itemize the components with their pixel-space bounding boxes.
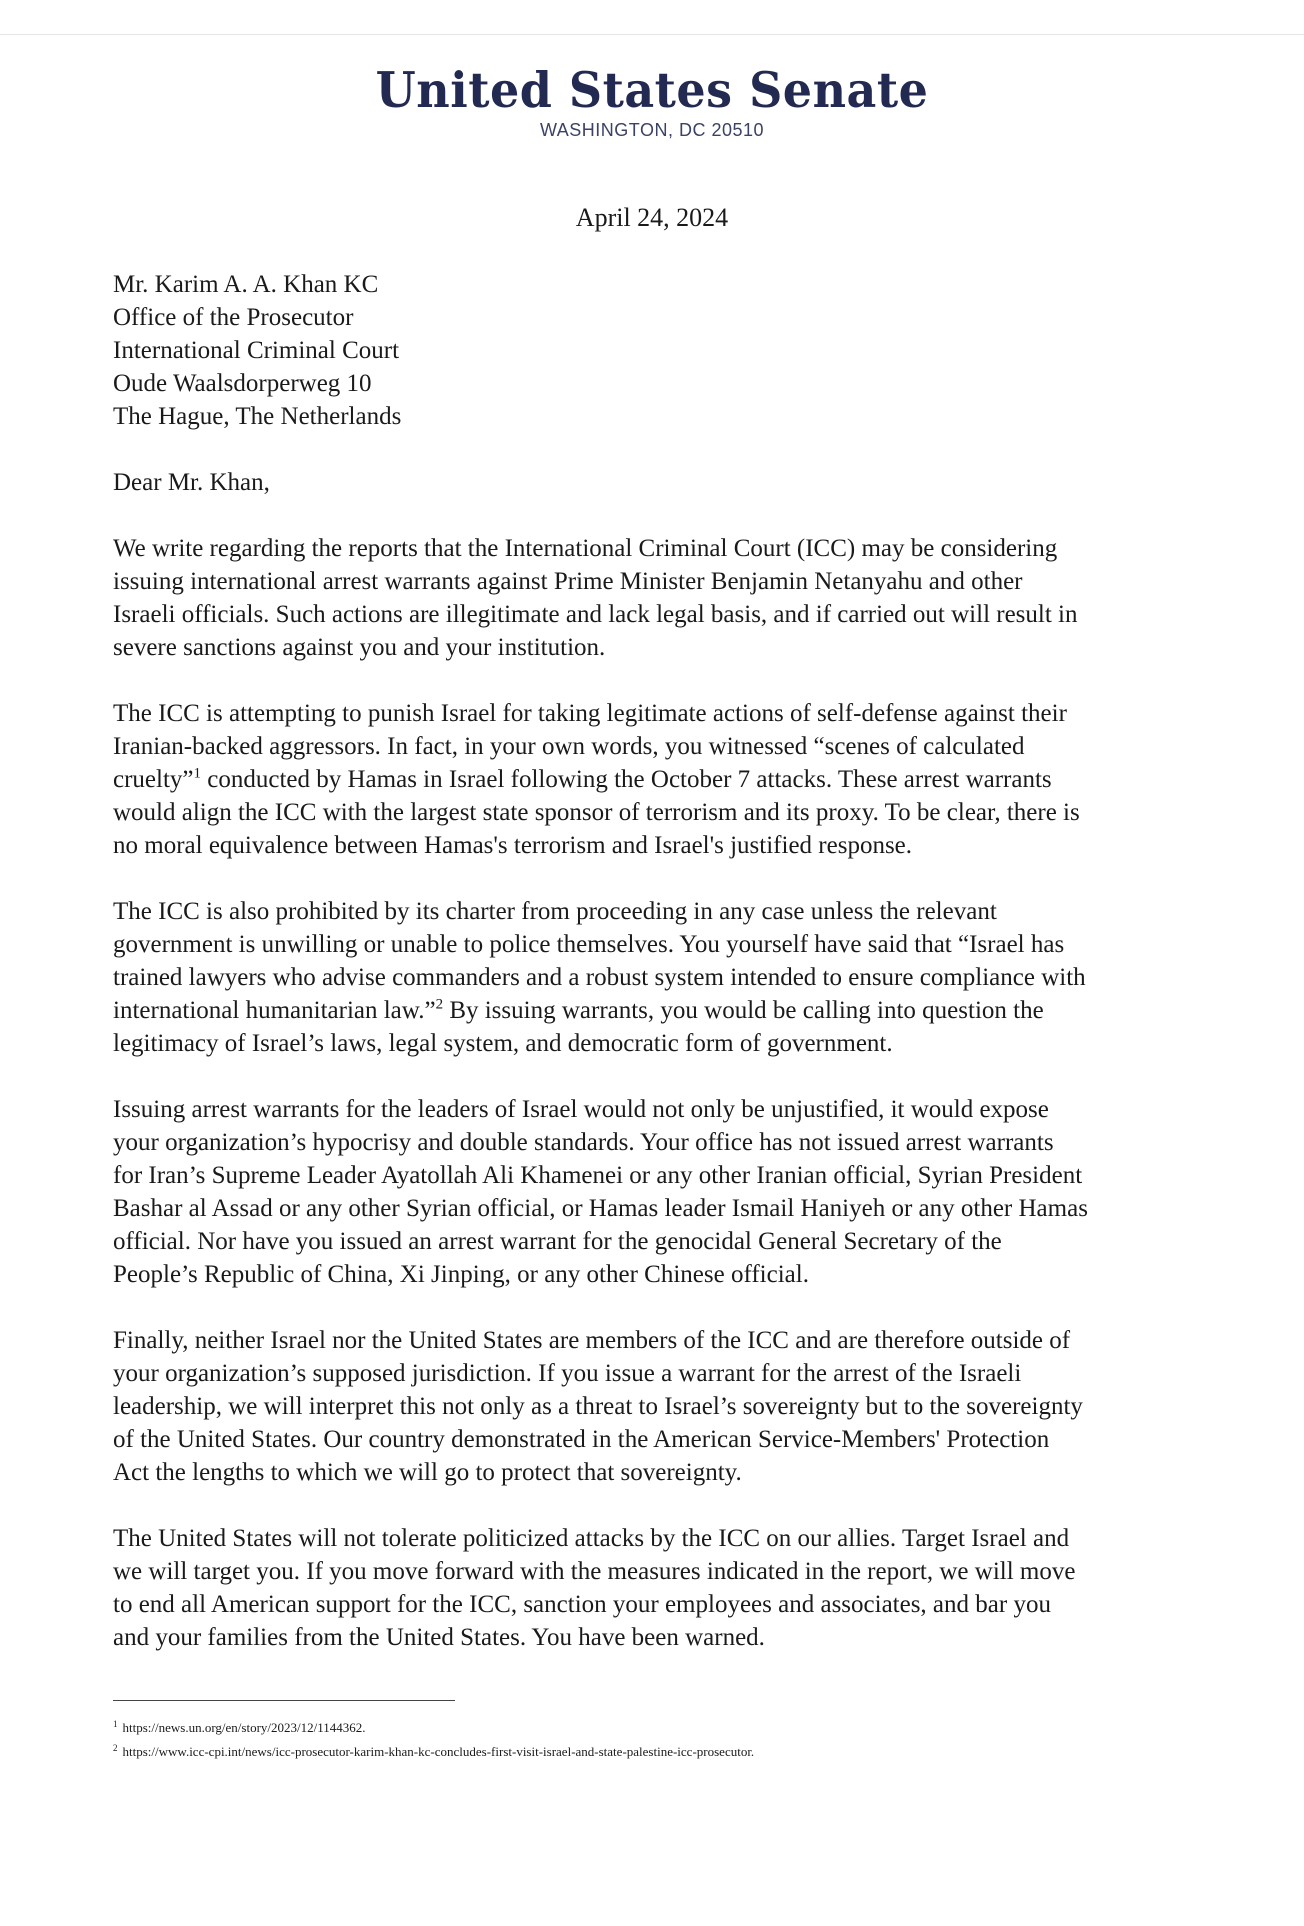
paragraph-line: People’s Republic of China, Xi Jinping, or any other Chinese official. [113, 1261, 809, 1288]
paragraph-line: government is unwilling or unable to police themselves. You yourself have said that “Israel has [113, 931, 1065, 958]
salutation: Dear Mr. Khan, [113, 469, 270, 496]
quote-text: cruelty” [113, 766, 194, 793]
paragraph-1 [113, 532, 1233, 664]
top-divider [0, 34, 1304, 35]
recipient-line: Mr. Karim A. A. Khan KC [113, 271, 379, 298]
paragraph-line: for Iran’s Supreme Leader Ayatollah Ali Khamenei or any other Iranian official, Syrian President [113, 1162, 1083, 1189]
footnote-ref-2[interactable]: 2 [435, 996, 444, 1013]
footnote-link[interactable]: https://www.icc-cpi.int/news/icc-prosecutor-karim-khan-kc-concludes-first-visit-israel-and-state-palestine-icc-prosecutor. [122, 1744, 755, 1759]
paragraph-line: your organization’s supposed jurisdiction. If you issue a warrant for the arrest of the Israeli [113, 1360, 1022, 1387]
paragraph-line: issuing international arrest warrants against Prime Minister Benjamin Netanyahu and other [113, 568, 1023, 595]
paragraph-line: Bashar al Assad or any other Syrian official, or Hamas leader Ismail Haniyeh or any other Hamas [113, 1195, 1088, 1222]
recipient-line: The Hague, The Netherlands [113, 403, 402, 430]
paragraph-line: Israeli officials. Such actions are illegitimate and lack legal basis, and if carried out will result in [113, 601, 1078, 628]
quote-text: international humanitarian law.” [113, 997, 436, 1024]
paragraph-line: Iranian-backed aggressors. In fact, in your own words, you witnessed “scenes of calculated [113, 733, 1025, 760]
paragraph-6 [113, 1522, 1233, 1654]
paragraph-line: Issuing arrest warrants for the leaders of Israel would not only be unjustified, it would expose [113, 1096, 1049, 1123]
footnote-number: 2 [113, 1742, 118, 1753]
footnote-number: 1 [113, 1718, 118, 1729]
recipient-line: International Criminal Court [113, 337, 400, 364]
paragraph-text: conducted by Hamas in Israel following the October 7 attacks. These arrest warrants [201, 766, 1052, 793]
paragraph-5 [113, 1324, 1233, 1489]
paragraph-line: we will target you. If you move forward with the measures indicated in the report, we will move [113, 1558, 1076, 1585]
paragraph-line: severe sanctions against you and your institution. [113, 634, 606, 661]
senate-address: WASHINGTON, DC 20510 [539, 120, 765, 140]
footnote-2 [113, 1740, 1263, 1764]
letter-body [113, 268, 1233, 1654]
footnote-1 [113, 1716, 1263, 1740]
recipient-address [113, 268, 1233, 433]
paragraph-line: trained lawyers who advise commanders and a robust system intended to ensure compliance with [113, 964, 1086, 991]
paragraph-line: We write regarding the reports that the International Criminal Court (ICC) may be considering [113, 535, 1058, 562]
paragraph-line: your organization’s hypocrisy and double standards. Your office has not issued arrest warrants [113, 1129, 1054, 1156]
footnote-ref-1[interactable]: 1 [193, 765, 202, 782]
letterhead [0, 62, 1304, 142]
paragraph-line: Finally, neither Israel nor the United States are members of the ICC and are therefore outside of [113, 1327, 1071, 1354]
paragraph-line [113, 763, 1233, 796]
paragraph-line: The ICC is also prohibited by its charter from proceeding in any case unless the relevant [113, 898, 997, 925]
paragraph-line: to end all American support for the ICC, sanction your employees and associates, and bar you [113, 1591, 1051, 1618]
recipient-line: Office of the Prosecutor [113, 304, 354, 331]
paragraph-text: By issuing warrants, you would be calling into question the [443, 997, 1044, 1024]
senate-title: United States Senate [375, 61, 929, 119]
paragraph-3 [113, 895, 1233, 1060]
paragraph-line: would align the ICC with the largest state sponsor of terrorism and its proxy. To be clear, there is [113, 799, 1080, 826]
paragraph-2 [113, 697, 1233, 862]
paragraph-line: official. Nor have you issued an arrest warrant for the genocidal General Secretary of the [113, 1228, 1002, 1255]
recipient-line: Oude Waalsdorperweg 10 [113, 370, 372, 397]
paragraph-line: legitimacy of Israel’s laws, legal system, and democratic form of government. [113, 1030, 893, 1057]
letter-date: April 24, 2024 [575, 203, 729, 232]
paragraph-line [113, 994, 1233, 1027]
paragraph-line: Act the lengths to which we will go to protect that sovereignty. [113, 1459, 742, 1486]
footnote-divider [113, 1700, 455, 1701]
paragraph-line: leadership, we will interpret this not only as a threat to Israel’s sovereignty but to the sovereignty [113, 1393, 1083, 1420]
paragraph-line: The United States will not tolerate politicized attacks by the ICC on our allies. Target Israel and [113, 1525, 1070, 1552]
footnote-link[interactable]: https://news.un.org/en/story/2023/12/1144362. [122, 1720, 366, 1735]
paragraph-line: of the United States. Our country demonstrated in the American Service-Members' Protection [113, 1426, 1050, 1453]
paragraph-line: no moral equivalence between Hamas's terrorism and Israel's justified response. [113, 832, 913, 859]
paragraph-4 [113, 1093, 1233, 1291]
paragraph-line: The ICC is attempting to punish Israel for taking legitimate actions of self-defense against their [113, 700, 1067, 727]
footnotes [113, 1716, 1263, 1764]
paragraph-line: and your families from the United States. You have been warned. [113, 1624, 765, 1651]
